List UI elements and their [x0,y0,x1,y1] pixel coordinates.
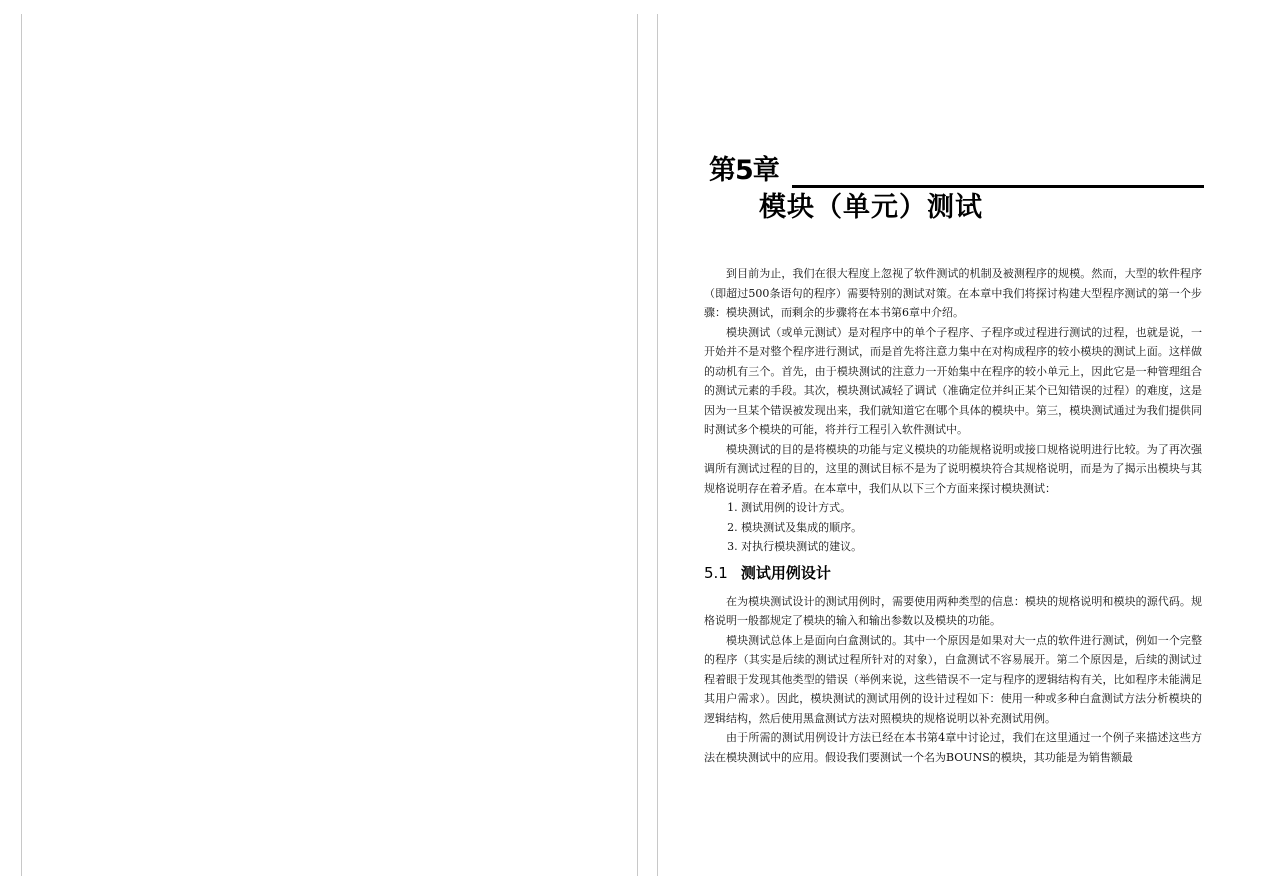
section-paragraph-1: 在为模块测试设计的测试用例时，需要使用两种类型的信息：模块的规格说明和模块的源代码。规格说明一般都规定了模块的输入和输出参数以及模块的功能。 [704,594,1202,627]
list-item-2: 2. 模块测试及集成的顺序。 [727,520,863,534]
list-item-3: 3. 对执行模块测试的建议。 [727,540,863,553]
chapter-number: 第5章 [709,155,779,186]
right-page [658,14,1274,876]
section-paragraph-2: 模块测试总体上是面向白盒测试的。其中一个原因是如果对大一点的软件进行测试，例如一个完整的程序（其实是后续的测试过程所针对的对象），白盒测试不容易展开。第二个原因是，后续的测试过程着眼于发现其他类型的错误（举例来说，这些错误不一定与程序的逻辑结构有关，比如程序未能满足其用户需求）。因此，模块测试的测试用例的设计过程如下：使用一种或多种白盒测试方法分析模块的逻辑结构，然后使用黑盒测试方法对照模块的规格说明以补充测试用例。 [704,633,1202,725]
list-item-1: 1. 测试用例的设计方式。 [727,501,852,514]
section-number: 5.1 [704,563,728,582]
section-title: 测试用例设计 [740,563,831,582]
intro-paragraph-2: 模块测试（或单元测试）是对程序中的单个子程序、子程序或过程进行测试的过程，也就是说，一开始并不是对整个程序进行测试，而是首先将注意力集中在对构成程序的较小模块的测试上面。这样做的动机有三个。首先，由于模块测试的注意力一开始集中在程序的较小单元上，因此它是一种管理组合的测试元素的手段。其次，模块测试减轻了调试（准确定位并纠正某个已知错误的过程）的难度，这是因为一旦某个错误被发现出来，我们就知道它在哪个具体的模块中。第三，模块测试通过为我们提供同时测试多个模块的可能，将并行工程引入软件测试中。 [704,325,1202,436]
left-page-right-edge [637,14,638,876]
intro-paragraph-1: 到目前为止，我们在很大程度上忽视了软件测试的机制及被测程序的规模。然而，大型的软件程序（即超过500条语句的程序）需要特别的测试对策。在本章中我们将探讨构建大型程序测试的第一个步骤：模块测试，而剩余的步骤将在本书第6章中介绍。 [704,267,1202,319]
intro-paragraph-3: 模块测试的目的是将模块的功能与定义模块的功能规格说明或接口规格说明进行比较。为了再次强调所有测试过程的目的，这里的测试目标不是为了说明模块符合其规格说明，而是为了揭示出模块与其规格说明存在着矛盾。在本章中，我们从以下三个方面来探讨模块测试： [704,442,1202,495]
section-heading [704,562,1202,584]
blank-left-page [22,14,637,876]
page-body [704,264,1202,767]
section-paragraph-3: 由于所需的测试用例设计方法已经在本书第4章中讨论过，我们在这里通过一个例子来描述这些方法在模块测试中的应用。假设我们要测试一个名为BOUNS的模块，其功能是为销售额最 [704,731,1202,764]
chapter-title: 模块（单元）测试 [759,192,983,223]
chapter-rule [792,185,1204,188]
